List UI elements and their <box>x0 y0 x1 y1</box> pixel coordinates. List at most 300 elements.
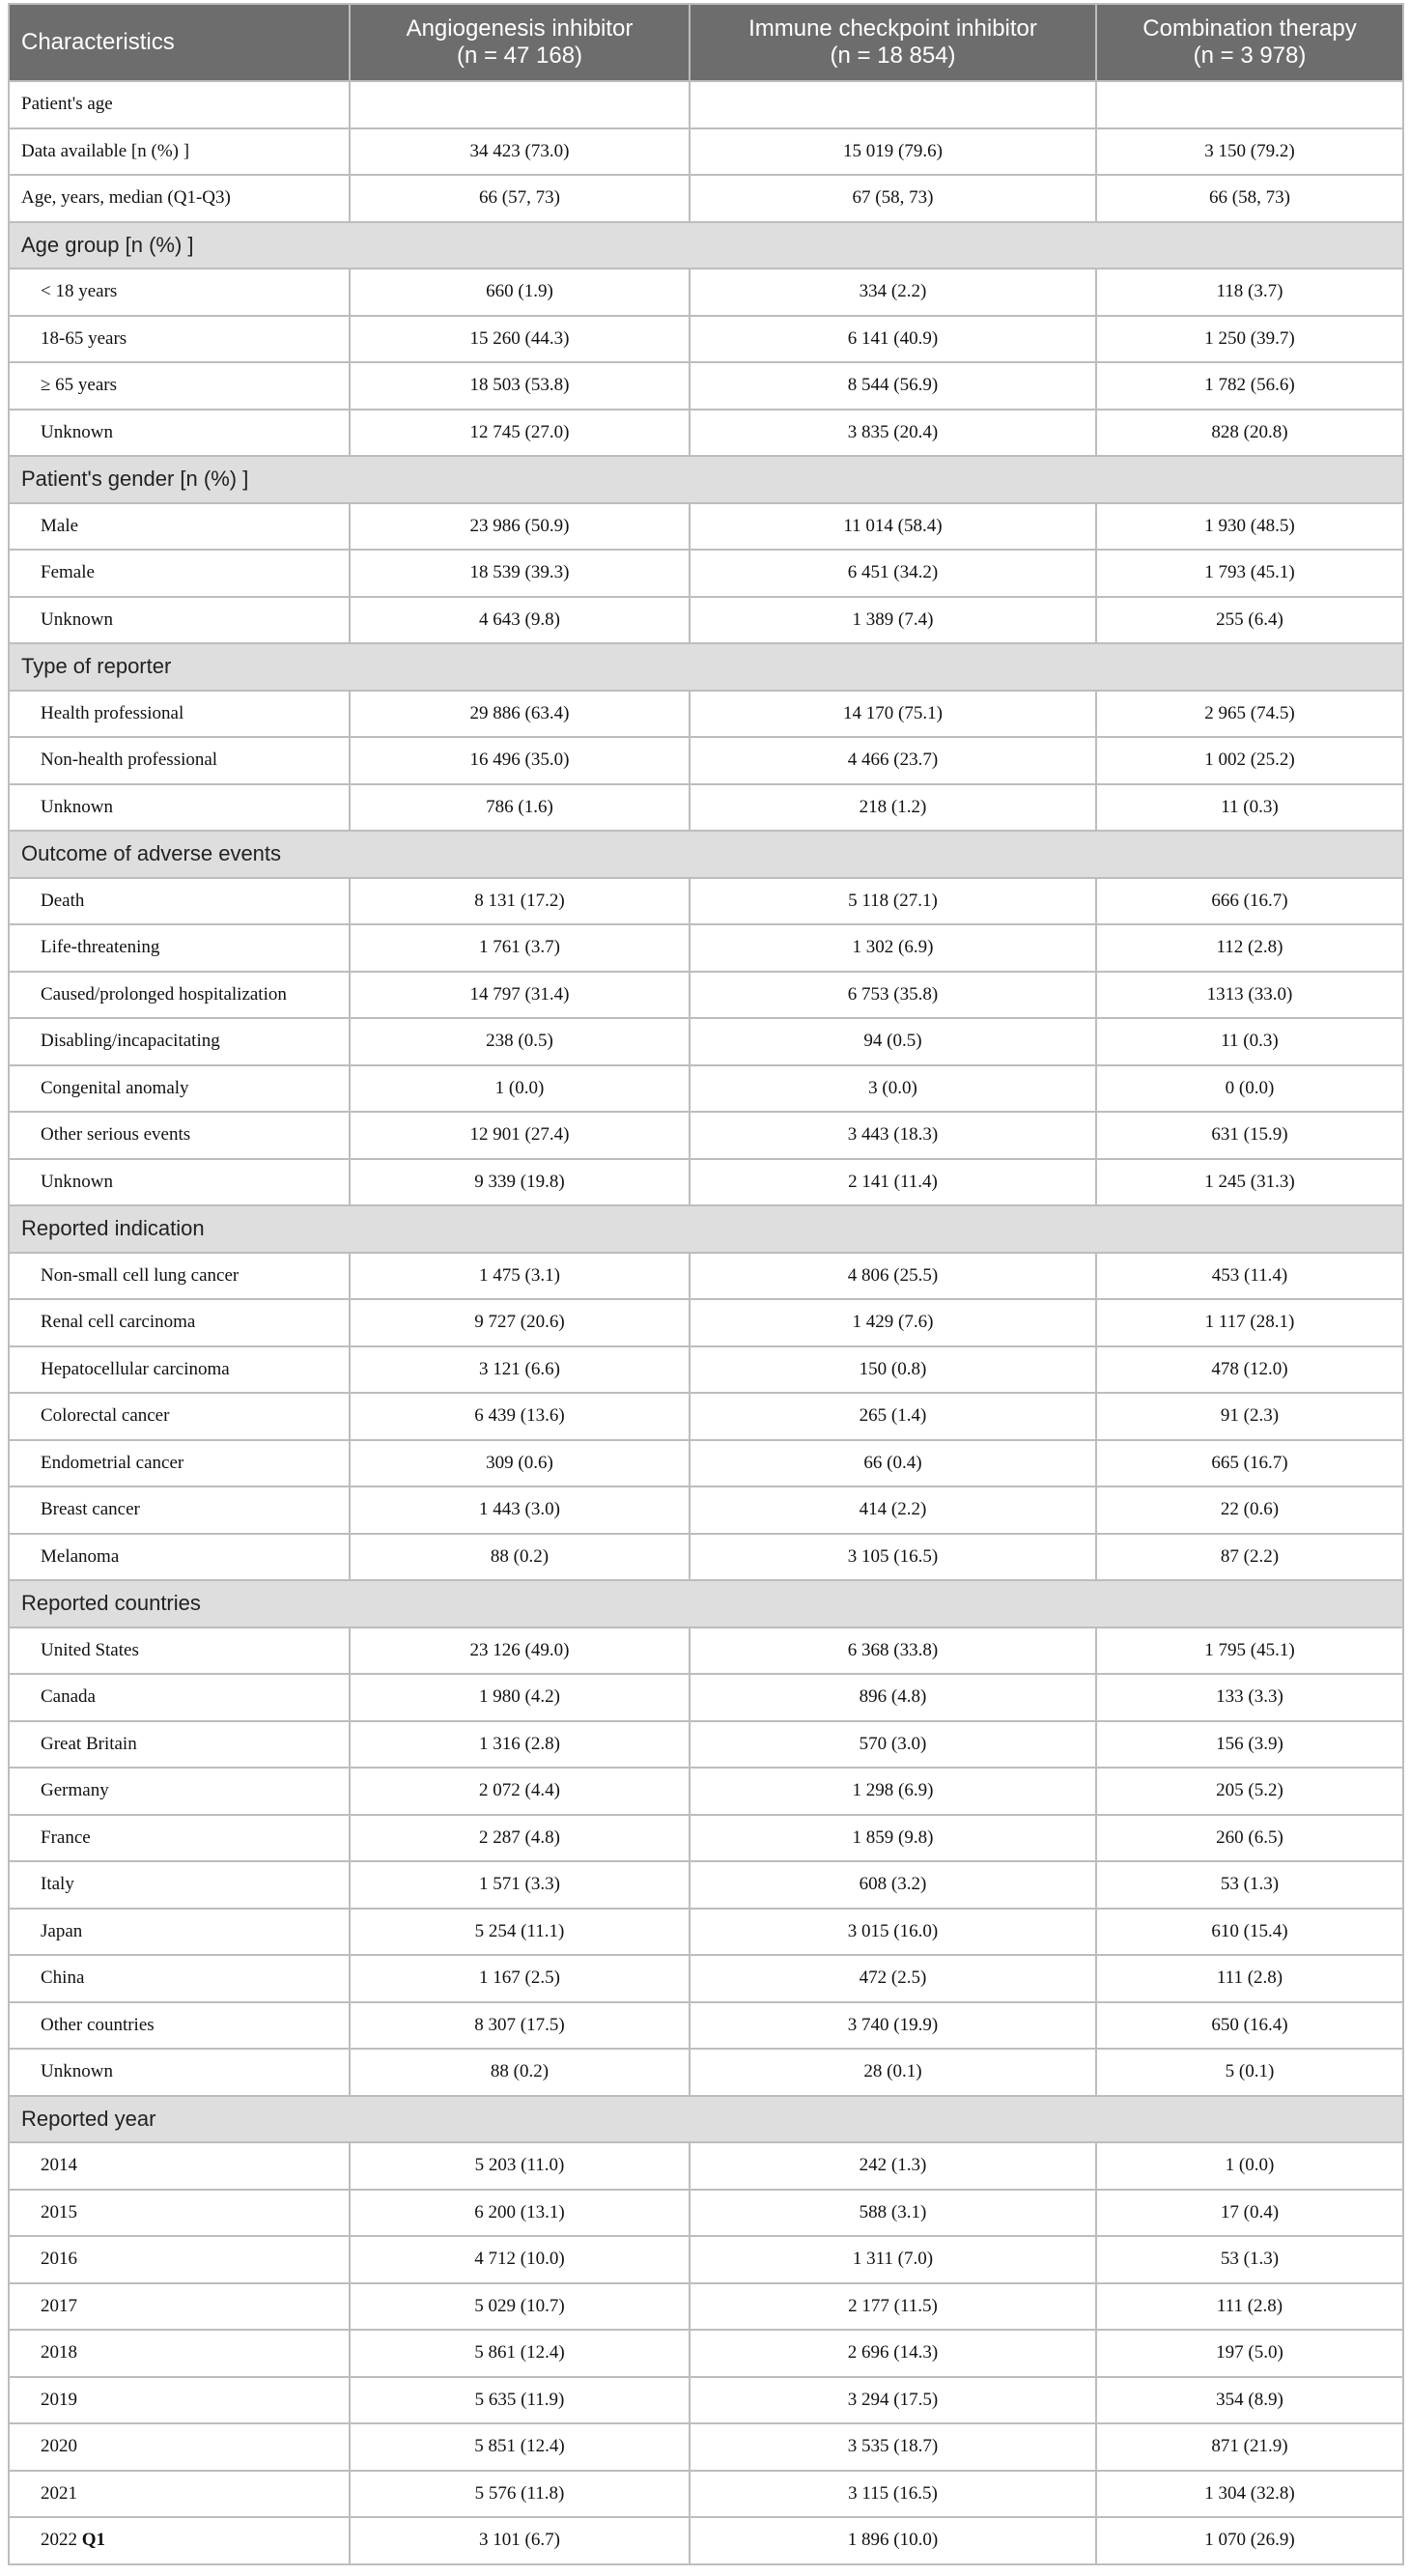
table-row <box>9 2423 1403 2471</box>
row-label <box>9 269 350 316</box>
row-label-text: Life-threatening <box>41 937 160 958</box>
immune-checkpoint-inhibitor-value: 150 (0.8) <box>690 1346 1096 1394</box>
row-label <box>9 550 350 597</box>
row-label <box>9 2377 350 2424</box>
row-label-text: Breast cancer <box>41 1499 140 1520</box>
immune-checkpoint-inhibitor-value: 588 (3.1) <box>690 2190 1096 2237</box>
immune-checkpoint-inhibitor-value: 3 105 (16.5) <box>690 1534 1096 1581</box>
table-row <box>9 1440 1403 1487</box>
section-title: Outcome of adverse events <box>9 831 1403 878</box>
combination-therapy-value: 1 (0.0) <box>1096 2142 1403 2190</box>
row-label <box>9 1159 350 1206</box>
section-title: Reported countries <box>9 1580 1403 1628</box>
row-label-text: Other countries <box>41 2014 155 2035</box>
immune-checkpoint-inhibitor-value: 896 (4.8) <box>690 1674 1096 1721</box>
immune-checkpoint-inhibitor-value: 6 753 (35.8) <box>690 972 1096 1019</box>
table-row <box>9 2517 1403 2564</box>
row-label-text: 2016 <box>41 2249 77 2270</box>
section-header-row <box>9 456 1403 503</box>
angiogenesis-inhibitor-value: 786 (1.6) <box>350 784 690 832</box>
combination-therapy-value: 255 (6.4) <box>1096 597 1403 644</box>
angiogenesis-inhibitor-value: 16 496 (35.0) <box>350 737 690 784</box>
combination-therapy-value: 87 (2.2) <box>1096 1534 1403 1581</box>
row-label-text: Unknown <box>41 609 113 630</box>
angiogenesis-inhibitor-value: 5 029 (10.7) <box>350 2283 690 2331</box>
table-row <box>9 924 1403 972</box>
angiogenesis-inhibitor-value: 1 316 (2.8) <box>350 1721 690 1769</box>
row-label-text: Melanoma <box>41 1545 120 1567</box>
angiogenesis-inhibitor-value: 6 200 (13.1) <box>350 2190 690 2237</box>
header-immune-checkpoint-inhibitor <box>690 4 1096 81</box>
row-label <box>9 2049 350 2096</box>
table-row <box>9 1393 1403 1440</box>
combination-therapy-value: 2 965 (74.5) <box>1096 691 1403 738</box>
combination-therapy-value: 1 304 (32.8) <box>1096 2471 1403 2518</box>
row-label-text: Non-health professional <box>41 750 218 771</box>
angiogenesis-inhibitor-value: 309 (0.6) <box>350 1440 690 1487</box>
angiogenesis-inhibitor-value: 15 260 (44.3) <box>350 316 690 363</box>
angiogenesis-inhibitor-value: 1 167 (2.5) <box>350 1955 690 2002</box>
combination-therapy-value: 1 002 (25.2) <box>1096 737 1403 784</box>
angiogenesis-inhibitor-value: 5 576 (11.8) <box>350 2471 690 2518</box>
immune-checkpoint-inhibitor-value: 3 740 (19.9) <box>690 2002 1096 2050</box>
angiogenesis-inhibitor-value: 3 101 (6.7) <box>350 2517 690 2564</box>
row-label <box>9 1393 350 1440</box>
row-label-text: Disabling/incapacitating <box>41 1031 220 1052</box>
row-label-text: Other serious events <box>41 1124 191 1146</box>
immune-checkpoint-inhibitor-value: 14 170 (75.1) <box>690 691 1096 738</box>
combination-therapy-value: 478 (12.0) <box>1096 1346 1403 1394</box>
table-row <box>9 2142 1403 2190</box>
combination-therapy-value: 666 (16.7) <box>1096 878 1403 925</box>
table-row <box>9 878 1403 925</box>
table-row <box>9 1815 1403 1862</box>
immune-checkpoint-inhibitor-value: 66 (0.4) <box>690 1440 1096 1487</box>
table-row <box>9 972 1403 1019</box>
angiogenesis-inhibitor-value: 8 131 (17.2) <box>350 878 690 925</box>
immune-checkpoint-inhibitor-value: 4 466 (23.7) <box>690 737 1096 784</box>
immune-checkpoint-inhibitor-value: 3 115 (16.5) <box>690 2471 1096 2518</box>
angiogenesis-inhibitor-value: 14 797 (31.4) <box>350 972 690 1019</box>
table-row <box>9 410 1403 457</box>
row-label <box>9 1065 350 1113</box>
row-label <box>9 1815 350 1862</box>
row-label-text: Data available [n (%) ] <box>21 140 190 161</box>
row-label-text: Non-small cell lung cancer <box>41 1264 240 1286</box>
angiogenesis-inhibitor-value: 8 307 (17.5) <box>350 2002 690 2050</box>
header-col2-name: Immune checkpoint inhibitor <box>748 15 1037 42</box>
row-label <box>9 597 350 644</box>
header-characteristics: Characteristics <box>9 4 350 81</box>
row-label <box>9 1440 350 1487</box>
table-row <box>9 316 1403 363</box>
immune-checkpoint-inhibitor-value: 1 896 (10.0) <box>690 2517 1096 2564</box>
row-label <box>9 2423 350 2471</box>
row-label-text: 2020 <box>41 2436 77 2457</box>
characteristics-table <box>8 3 1404 2565</box>
immune-checkpoint-inhibitor-value: 1 859 (9.8) <box>690 1815 1096 1862</box>
section-title: Type of reporter <box>9 643 1403 691</box>
row-label-text: Unknown <box>41 421 113 442</box>
row-label-text: 2014 <box>41 2155 77 2176</box>
row-label <box>9 1253 350 1300</box>
row-label <box>9 1721 350 1769</box>
row-label-text: Unknown <box>41 1171 113 1192</box>
row-label-text: Unknown <box>41 796 113 817</box>
table-row <box>9 1768 1403 1815</box>
combination-therapy-value: 1 250 (39.7) <box>1096 316 1403 363</box>
angiogenesis-inhibitor-value: 23 126 (49.0) <box>350 1628 690 1675</box>
immune-checkpoint-inhibitor-value: 3 443 (18.3) <box>690 1112 1096 1159</box>
row-label-text: Hepatocellular carcinoma <box>41 1358 230 1379</box>
combination-therapy-value: 1 795 (45.1) <box>1096 1628 1403 1675</box>
table-row <box>9 1534 1403 1581</box>
immune-checkpoint-inhibitor-value: 15 019 (79.6) <box>690 128 1096 176</box>
table-row <box>9 2377 1403 2424</box>
row-label-text: Great Britain <box>41 1733 137 1754</box>
row-label <box>9 503 350 551</box>
immune-checkpoint-inhibitor-value: 4 806 (25.5) <box>690 1253 1096 1300</box>
immune-checkpoint-inhibitor-value: 3 015 (16.0) <box>690 1909 1096 1956</box>
immune-checkpoint-inhibitor-value: 11 014 (58.4) <box>690 503 1096 551</box>
row-label <box>9 691 350 738</box>
combination-therapy-value: 610 (15.4) <box>1096 1909 1403 1956</box>
immune-checkpoint-inhibitor-value: 3 835 (20.4) <box>690 410 1096 457</box>
angiogenesis-inhibitor-value: 5 254 (11.1) <box>350 1909 690 1956</box>
angiogenesis-inhibitor-value: 88 (0.2) <box>350 1534 690 1581</box>
combination-therapy-value: 871 (21.9) <box>1096 2423 1403 2471</box>
row-label <box>9 2471 350 2518</box>
angiogenesis-inhibitor-value: 12 745 (27.0) <box>350 410 690 457</box>
table-row <box>9 1018 1403 1065</box>
combination-therapy-value: 650 (16.4) <box>1096 2002 1403 2050</box>
immune-checkpoint-inhibitor-value: 472 (2.5) <box>690 1955 1096 2002</box>
combination-therapy-value: 453 (11.4) <box>1096 1253 1403 1300</box>
combination-therapy-value: 197 (5.0) <box>1096 2330 1403 2377</box>
angiogenesis-inhibitor-value: 1 475 (3.1) <box>350 1253 690 1300</box>
row-label-text: Female <box>41 562 95 583</box>
immune-checkpoint-inhibitor-value: 5 118 (27.1) <box>690 878 1096 925</box>
table-row <box>9 362 1403 410</box>
row-label-text: Italy <box>41 1874 74 1895</box>
section-title: Patient's gender [n (%) ] <box>9 456 1403 503</box>
row-label <box>9 2236 350 2283</box>
combination-therapy-value: 118 (3.7) <box>1096 269 1403 316</box>
immune-checkpoint-inhibitor-value: 414 (2.2) <box>690 1486 1096 1534</box>
combination-therapy-value: 53 (1.3) <box>1096 1861 1403 1909</box>
immune-checkpoint-inhibitor-value: 6 141 (40.9) <box>690 316 1096 363</box>
row-label <box>9 1909 350 1956</box>
row-label-text: China <box>41 1967 85 1989</box>
row-label-text: Congenital anomaly <box>41 1077 189 1098</box>
row-label-text: Renal cell carcinoma <box>41 1312 196 1333</box>
combination-therapy-value: 3 150 (79.2) <box>1096 128 1403 176</box>
combination-therapy-value: 156 (3.9) <box>1096 1721 1403 1769</box>
header-angiogenesis-inhibitor <box>350 4 690 81</box>
row-label-text: 18-65 years <box>41 327 127 349</box>
immune-checkpoint-inhibitor-value <box>690 81 1096 128</box>
table-row <box>9 1955 1403 2002</box>
combination-therapy-value: 260 (6.5) <box>1096 1815 1403 1862</box>
row-label <box>9 316 350 363</box>
row-label-bold: Q1 <box>81 2530 106 2551</box>
row-label <box>9 878 350 925</box>
row-label-text: United States <box>41 1639 139 1660</box>
row-label <box>9 1299 350 1346</box>
row-label-text: Canada <box>41 1686 96 1708</box>
characteristics-table-container <box>8 3 1402 2565</box>
immune-checkpoint-inhibitor-value: 1 302 (6.9) <box>690 924 1096 972</box>
row-label <box>9 175 350 222</box>
table-row <box>9 1909 1403 1956</box>
table-row <box>9 1861 1403 1909</box>
immune-checkpoint-inhibitor-value: 94 (0.5) <box>690 1018 1096 1065</box>
table-row <box>9 2190 1403 2237</box>
table-row <box>9 128 1403 176</box>
angiogenesis-inhibitor-value: 2 072 (4.4) <box>350 1768 690 1815</box>
row-label-text: Health professional <box>41 702 184 723</box>
table-row <box>9 503 1403 551</box>
row-label <box>9 1628 350 1675</box>
table-row <box>9 81 1403 128</box>
angiogenesis-inhibitor-value: 1 980 (4.2) <box>350 1674 690 1721</box>
combination-therapy-value: 112 (2.8) <box>1096 924 1403 972</box>
combination-therapy-value: 17 (0.4) <box>1096 2190 1403 2237</box>
table-row <box>9 2283 1403 2331</box>
section-header-row <box>9 831 1403 878</box>
angiogenesis-inhibitor-value: 4 712 (10.0) <box>350 2236 690 2283</box>
immune-checkpoint-inhibitor-value: 242 (1.3) <box>690 2142 1096 2190</box>
angiogenesis-inhibitor-value <box>350 81 690 128</box>
combination-therapy-value: 1 117 (28.1) <box>1096 1299 1403 1346</box>
angiogenesis-inhibitor-value: 29 886 (63.4) <box>350 691 690 738</box>
combination-therapy-value: 133 (3.3) <box>1096 1674 1403 1721</box>
table-row <box>9 2002 1403 2050</box>
section-header-row <box>9 1580 1403 1628</box>
row-label <box>9 2330 350 2377</box>
row-label-text: Death <box>41 890 85 911</box>
row-label-text: 2017 <box>41 2295 77 2316</box>
section-header-row <box>9 222 1403 269</box>
header-col1-n: (n = 47 168) <box>456 42 583 69</box>
table-row <box>9 2049 1403 2096</box>
header-col3-name: Combination therapy <box>1142 15 1357 42</box>
combination-therapy-value: 111 (2.8) <box>1096 2283 1403 2331</box>
row-label <box>9 81 350 128</box>
combination-therapy-value: 1 070 (26.9) <box>1096 2517 1403 2564</box>
combination-therapy-value: 1 782 (56.6) <box>1096 362 1403 410</box>
angiogenesis-inhibitor-value: 4 643 (9.8) <box>350 597 690 644</box>
angiogenesis-inhibitor-value: 66 (57, 73) <box>350 175 690 222</box>
immune-checkpoint-inhibitor-value: 1 311 (7.0) <box>690 2236 1096 2283</box>
table-row <box>9 1486 1403 1534</box>
table-row <box>9 2471 1403 2518</box>
table-row <box>9 2236 1403 2283</box>
angiogenesis-inhibitor-value: 6 439 (13.6) <box>350 1393 690 1440</box>
combination-therapy-value: 1 793 (45.1) <box>1096 550 1403 597</box>
angiogenesis-inhibitor-value: 238 (0.5) <box>350 1018 690 1065</box>
table-row <box>9 597 1403 644</box>
row-label-text: Germany <box>41 1780 109 1801</box>
row-label <box>9 2283 350 2331</box>
angiogenesis-inhibitor-value: 3 121 (6.6) <box>350 1346 690 1394</box>
section-header-row <box>9 1205 1403 1253</box>
table-row <box>9 269 1403 316</box>
immune-checkpoint-inhibitor-value: 608 (3.2) <box>690 1861 1096 1909</box>
immune-checkpoint-inhibitor-value: 218 (1.2) <box>690 784 1096 832</box>
angiogenesis-inhibitor-value: 660 (1.9) <box>350 269 690 316</box>
angiogenesis-inhibitor-value: 18 503 (53.8) <box>350 362 690 410</box>
row-label-text: Unknown <box>41 2061 113 2082</box>
angiogenesis-inhibitor-value: 9 339 (19.8) <box>350 1159 690 1206</box>
row-label-text: 2021 <box>41 2482 77 2504</box>
row-label-text: France <box>41 1826 91 1848</box>
immune-checkpoint-inhibitor-value: 1 298 (6.9) <box>690 1768 1096 1815</box>
immune-checkpoint-inhibitor-value: 2 141 (11.4) <box>690 1159 1096 1206</box>
combination-therapy-value: 1 930 (48.5) <box>1096 503 1403 551</box>
immune-checkpoint-inhibitor-value: 6 451 (34.2) <box>690 550 1096 597</box>
table-row <box>9 1112 1403 1159</box>
row-label <box>9 2190 350 2237</box>
row-label <box>9 2002 350 2050</box>
table-row <box>9 2330 1403 2377</box>
angiogenesis-inhibitor-value: 9 727 (20.6) <box>350 1299 690 1346</box>
angiogenesis-inhibitor-value: 5 851 (12.4) <box>350 2423 690 2471</box>
header-col2-n: (n = 18 854) <box>830 42 956 69</box>
angiogenesis-inhibitor-value: 34 423 (73.0) <box>350 128 690 176</box>
table-row <box>9 1346 1403 1394</box>
immune-checkpoint-inhibitor-value: 3 294 (17.5) <box>690 2377 1096 2424</box>
immune-checkpoint-inhibitor-value: 1 429 (7.6) <box>690 1299 1096 1346</box>
angiogenesis-inhibitor-value: 23 986 (50.9) <box>350 503 690 551</box>
header-row <box>9 4 1403 81</box>
row-label-text: Caused/prolonged hospitalization <box>41 983 287 1005</box>
row-label <box>9 1674 350 1721</box>
row-label-text: Male <box>41 515 79 536</box>
combination-therapy-value: 1 245 (31.3) <box>1096 1159 1403 1206</box>
row-label-text: Japan <box>41 1920 83 1941</box>
angiogenesis-inhibitor-value: 5 203 (11.0) <box>350 2142 690 2190</box>
combination-therapy-value: 1313 (33.0) <box>1096 972 1403 1019</box>
combination-therapy-value: 91 (2.3) <box>1096 1393 1403 1440</box>
immune-checkpoint-inhibitor-value: 67 (58, 73) <box>690 175 1096 222</box>
angiogenesis-inhibitor-value: 5 861 (12.4) <box>350 2330 690 2377</box>
row-label <box>9 784 350 832</box>
combination-therapy-value: 205 (5.2) <box>1096 1768 1403 1815</box>
row-label <box>9 1486 350 1534</box>
combination-therapy-value: 111 (2.8) <box>1096 1955 1403 2002</box>
table-row <box>9 1253 1403 1300</box>
immune-checkpoint-inhibitor-value: 8 544 (56.9) <box>690 362 1096 410</box>
row-label <box>9 1955 350 2002</box>
combination-therapy-value: 53 (1.3) <box>1096 2236 1403 2283</box>
table-row <box>9 691 1403 738</box>
row-label <box>9 737 350 784</box>
combination-therapy-value: 631 (15.9) <box>1096 1112 1403 1159</box>
combination-therapy-value: 0 (0.0) <box>1096 1065 1403 1113</box>
immune-checkpoint-inhibitor-value: 3 535 (18.7) <box>690 2423 1096 2471</box>
angiogenesis-inhibitor-value: 1 (0.0) <box>350 1065 690 1113</box>
row-label <box>9 410 350 457</box>
row-label-text: Colorectal cancer <box>41 1405 170 1427</box>
row-label <box>9 1018 350 1065</box>
section-title: Age group [n (%) ] <box>9 222 1403 269</box>
row-label <box>9 2142 350 2190</box>
table-row <box>9 1065 1403 1113</box>
combination-therapy-value: 11 (0.3) <box>1096 1018 1403 1065</box>
angiogenesis-inhibitor-value: 1 443 (3.0) <box>350 1486 690 1534</box>
immune-checkpoint-inhibitor-value: 570 (3.0) <box>690 1721 1096 1769</box>
immune-checkpoint-inhibitor-value: 28 (0.1) <box>690 2049 1096 2096</box>
row-label <box>9 1112 350 1159</box>
angiogenesis-inhibitor-value: 88 (0.2) <box>350 2049 690 2096</box>
table-header <box>9 4 1403 81</box>
section-title: Reported indication <box>9 1205 1403 1253</box>
immune-checkpoint-inhibitor-value: 334 (2.2) <box>690 269 1096 316</box>
immune-checkpoint-inhibitor-value: 6 368 (33.8) <box>690 1628 1096 1675</box>
table-row <box>9 1299 1403 1346</box>
row-label-text: 2019 <box>41 2389 77 2410</box>
row-label-text: Endometrial cancer <box>41 1452 184 1473</box>
row-label <box>9 924 350 972</box>
row-label-text: < 18 years <box>41 281 118 302</box>
immune-checkpoint-inhibitor-value: 3 (0.0) <box>690 1065 1096 1113</box>
combination-therapy-value: 11 (0.3) <box>1096 784 1403 832</box>
table-row <box>9 550 1403 597</box>
header-col3-n: (n = 3 978) <box>1193 42 1307 69</box>
combination-therapy-value: 828 (20.8) <box>1096 410 1403 457</box>
immune-checkpoint-inhibitor-value: 1 389 (7.4) <box>690 597 1096 644</box>
combination-therapy-value <box>1096 81 1403 128</box>
section-header-row <box>9 643 1403 691</box>
row-label <box>9 128 350 176</box>
row-label-text: 2015 <box>41 2201 77 2222</box>
angiogenesis-inhibitor-value: 1 761 (3.7) <box>350 924 690 972</box>
immune-checkpoint-inhibitor-value: 2 696 (14.3) <box>690 2330 1096 2377</box>
table-row <box>9 1628 1403 1675</box>
row-label-text: 2018 <box>41 2342 77 2364</box>
header-col1-name: Angiogenesis inhibitor <box>406 15 634 42</box>
row-label <box>9 1534 350 1581</box>
row-label <box>9 362 350 410</box>
combination-therapy-value: 354 (8.9) <box>1096 2377 1403 2424</box>
table-row <box>9 175 1403 222</box>
angiogenesis-inhibitor-value: 18 539 (39.3) <box>350 550 690 597</box>
header-combination-therapy <box>1096 4 1403 81</box>
combination-therapy-value: 22 (0.6) <box>1096 1486 1403 1534</box>
table-row <box>9 1721 1403 1769</box>
angiogenesis-inhibitor-value: 5 635 (11.9) <box>350 2377 690 2424</box>
table-row <box>9 737 1403 784</box>
combination-therapy-value: 66 (58, 73) <box>1096 175 1403 222</box>
combination-therapy-value: 5 (0.1) <box>1096 2049 1403 2096</box>
row-label-text: Age, years, median (Q1-Q3) <box>21 187 231 209</box>
row-label <box>9 2517 350 2564</box>
table-row <box>9 1674 1403 1721</box>
row-label <box>9 1768 350 1815</box>
angiogenesis-inhibitor-value: 12 901 (27.4) <box>350 1112 690 1159</box>
row-label-text: ≥ 65 years <box>41 375 118 396</box>
section-title: Reported year <box>9 2096 1403 2143</box>
combination-therapy-value: 665 (16.7) <box>1096 1440 1403 1487</box>
angiogenesis-inhibitor-value: 2 287 (4.8) <box>350 1815 690 1862</box>
row-label-text: 2022 <box>41 2530 77 2551</box>
immune-checkpoint-inhibitor-value: 265 (1.4) <box>690 1393 1096 1440</box>
table-row <box>9 1159 1403 1206</box>
table-body <box>9 81 1403 2564</box>
angiogenesis-inhibitor-value: 1 571 (3.3) <box>350 1861 690 1909</box>
section-header-row <box>9 2096 1403 2143</box>
